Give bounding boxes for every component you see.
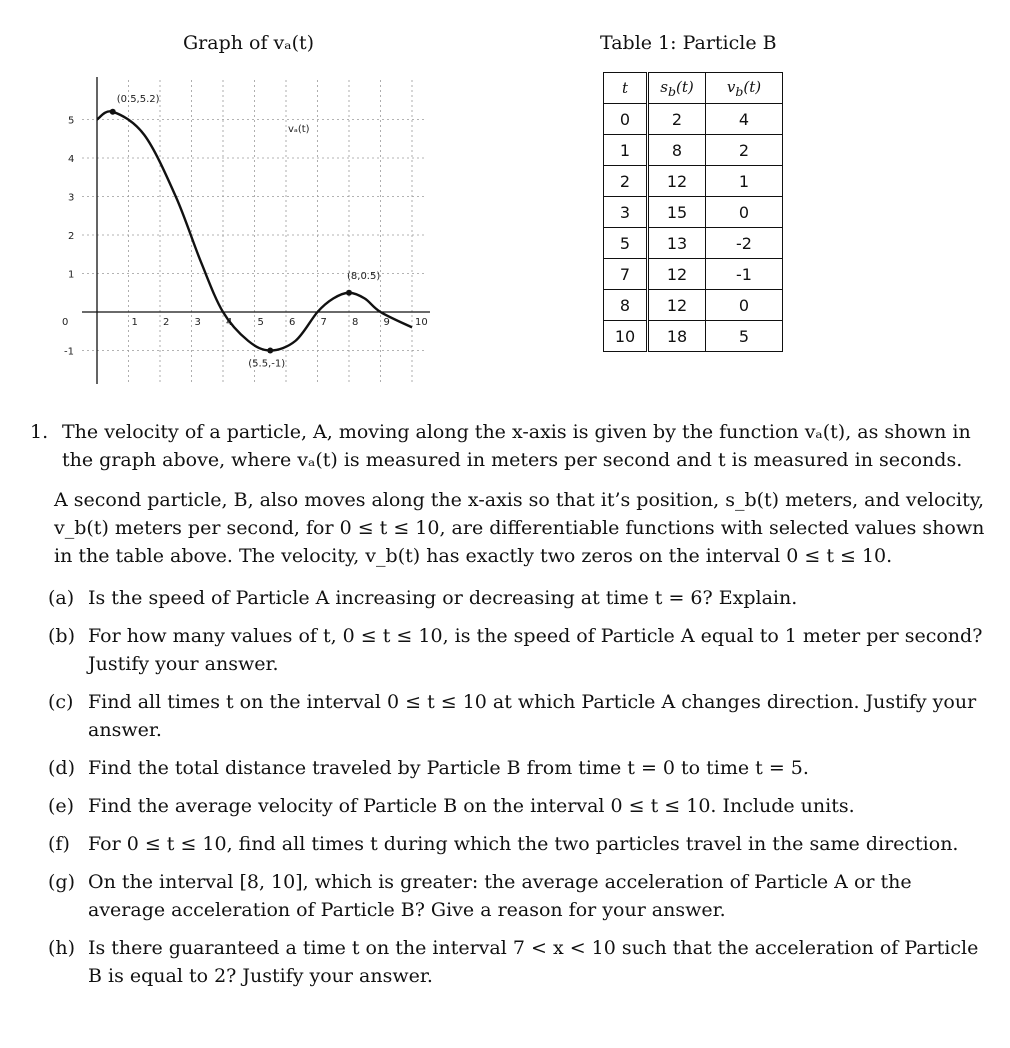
x-tick-label: 10 [415, 317, 428, 328]
part-label: (g) [48, 871, 75, 893]
problem-intro [30, 418, 985, 474]
cell-t: 5 [604, 228, 648, 259]
graph-grid [82, 80, 427, 382]
x-tick-label: 0 [62, 317, 69, 328]
x-tick-label: 7 [320, 317, 327, 328]
point-marker [110, 109, 116, 115]
table-row [604, 135, 783, 166]
part-label: (f) [48, 833, 70, 855]
part-text: Is there guaranteed a time t on the interval 7 < x < 10 such that the acceleration of Particle B is equal to 2? Justify your answer. [88, 937, 979, 987]
table-row [604, 104, 783, 135]
cell-sb: 12 [648, 259, 706, 290]
part-text: Find the average velocity of Particle B on the interval 0 ≤ t ≤ 10. Include units. [88, 795, 855, 817]
part-text: Find all times t on the interval 0 ≤ t ≤ 10 at which Particle A changes direction. Justify your answer. [88, 691, 977, 741]
part-label: (b) [48, 625, 75, 647]
part-d [48, 754, 985, 782]
y-tick-label: -1 [64, 346, 74, 358]
cell-vb: 0 [706, 197, 783, 228]
point-label: (8,0.5) [347, 270, 381, 282]
table-row [604, 259, 783, 290]
problem-number: 1. [30, 421, 49, 443]
x-tick-label: 1 [131, 317, 138, 328]
x-tick-label: 5 [257, 317, 264, 328]
labeled-points [110, 94, 381, 370]
cell-vb: -2 [706, 228, 783, 259]
table-row [604, 166, 783, 197]
cell-sb: 8 [648, 135, 706, 166]
cell-vb: -1 [706, 259, 783, 290]
point-label: (0.5,5.2) [116, 93, 160, 105]
part-b [48, 622, 985, 678]
part-c [48, 688, 985, 744]
y-tick-label: 5 [68, 115, 75, 127]
intro-text: The velocity of a particle, A, moving along the x-axis is given by the function vₐ(t), as shown in the graph above, where vₐ(t) is measured in meters per second and t is measured in seconds. [62, 421, 971, 471]
x-tick-labels [62, 317, 428, 328]
x-tick-label: 6 [289, 317, 296, 328]
part-label: (a) [48, 587, 75, 609]
cell-sb: 13 [648, 228, 706, 259]
curve-label: vₐ(t) [288, 124, 310, 135]
cell-vb: 1 [706, 166, 783, 197]
table-row [604, 321, 783, 352]
part-text: For 0 ≤ t ≤ 10, find all times t during which the two particles travel in the same direction. [88, 833, 959, 855]
y-tick-label: 1 [68, 269, 75, 281]
y-tick-label: 4 [68, 154, 75, 165]
part-label: (h) [48, 937, 76, 959]
cell-sb: 12 [648, 166, 706, 197]
cell-vb: 0 [706, 290, 783, 321]
cell-vb: 5 [706, 321, 783, 352]
cell-t: 10 [604, 321, 648, 352]
part-a [48, 584, 985, 612]
cell-t: 1 [604, 135, 648, 166]
part-text: On the interval [8, 10], which is greater: the average acceleration of Particle A or the average acceleration of Particle B? Give a reason for your answer. [88, 871, 912, 921]
point-marker [346, 290, 352, 296]
cell-sb: 15 [648, 197, 706, 228]
cell-sb: 18 [648, 321, 706, 352]
part-text: Find the total distance traveled by Particle B from time t = 0 to time t = 5. [88, 757, 809, 779]
point-label: (5.5,-1) [248, 358, 286, 370]
cell-t: 0 [604, 104, 648, 135]
x-tick-label: 4 [226, 317, 233, 328]
part-e [48, 792, 985, 820]
part-g [48, 868, 985, 924]
table-row [604, 228, 783, 259]
graph-title: Graph of vₐ(t) [183, 32, 315, 54]
y-tick-label: 2 [68, 231, 75, 242]
cell-t: 8 [604, 290, 648, 321]
cell-t: 7 [604, 259, 648, 290]
cell-t: 2 [604, 166, 648, 197]
x-tick-label: 8 [352, 317, 359, 328]
table-row [604, 197, 783, 228]
table-title: Table 1: Particle B [600, 32, 777, 54]
intro-text-2: A second particle, B, also moves along the x-axis so that it’s position, s_b(t) meters, and velocity, v_b(t) meters per second, for 0 ≤ t ≤ 10, are differentiable functions with selected values shown in the table above. The velocity, v_b(t) has exactly two zeros on the interval 0 ≤ t ≤ 10. [54, 489, 985, 567]
cell-vb: 4 [706, 104, 783, 135]
part-label: (d) [48, 757, 75, 779]
point-marker [267, 348, 273, 354]
problem-1 [30, 418, 985, 1000]
problem-parts [30, 584, 985, 990]
part-label: (e) [48, 795, 75, 817]
cell-sb: 12 [648, 290, 706, 321]
cell-sb: 2 [648, 104, 706, 135]
part-text: Is the speed of Particle A increasing or decreasing at time t = 6? Explain. [88, 587, 798, 609]
velocity-graph [52, 72, 432, 392]
header-t: t [604, 73, 648, 104]
header-sb: $s_b(t)$ [648, 73, 706, 104]
part-h [48, 934, 985, 990]
part-text: For how many values of t, 0 ≤ t ≤ 10, is the speed of Particle A equal to 1 meter per second? Justify your answer. [88, 625, 983, 675]
x-tick-label: 3 [194, 317, 201, 328]
part-label: (c) [48, 691, 74, 713]
particle-b-table [603, 72, 783, 352]
part-f [48, 830, 985, 858]
x-tick-label: 9 [383, 317, 390, 328]
x-tick-label: 2 [163, 317, 170, 328]
cell-t: 3 [604, 197, 648, 228]
y-tick-label: 3 [68, 192, 75, 204]
table-row [604, 290, 783, 321]
table-header-row [604, 73, 783, 104]
header-vb: $v_b(t)$ [706, 73, 783, 104]
cell-vb: 2 [706, 135, 783, 166]
